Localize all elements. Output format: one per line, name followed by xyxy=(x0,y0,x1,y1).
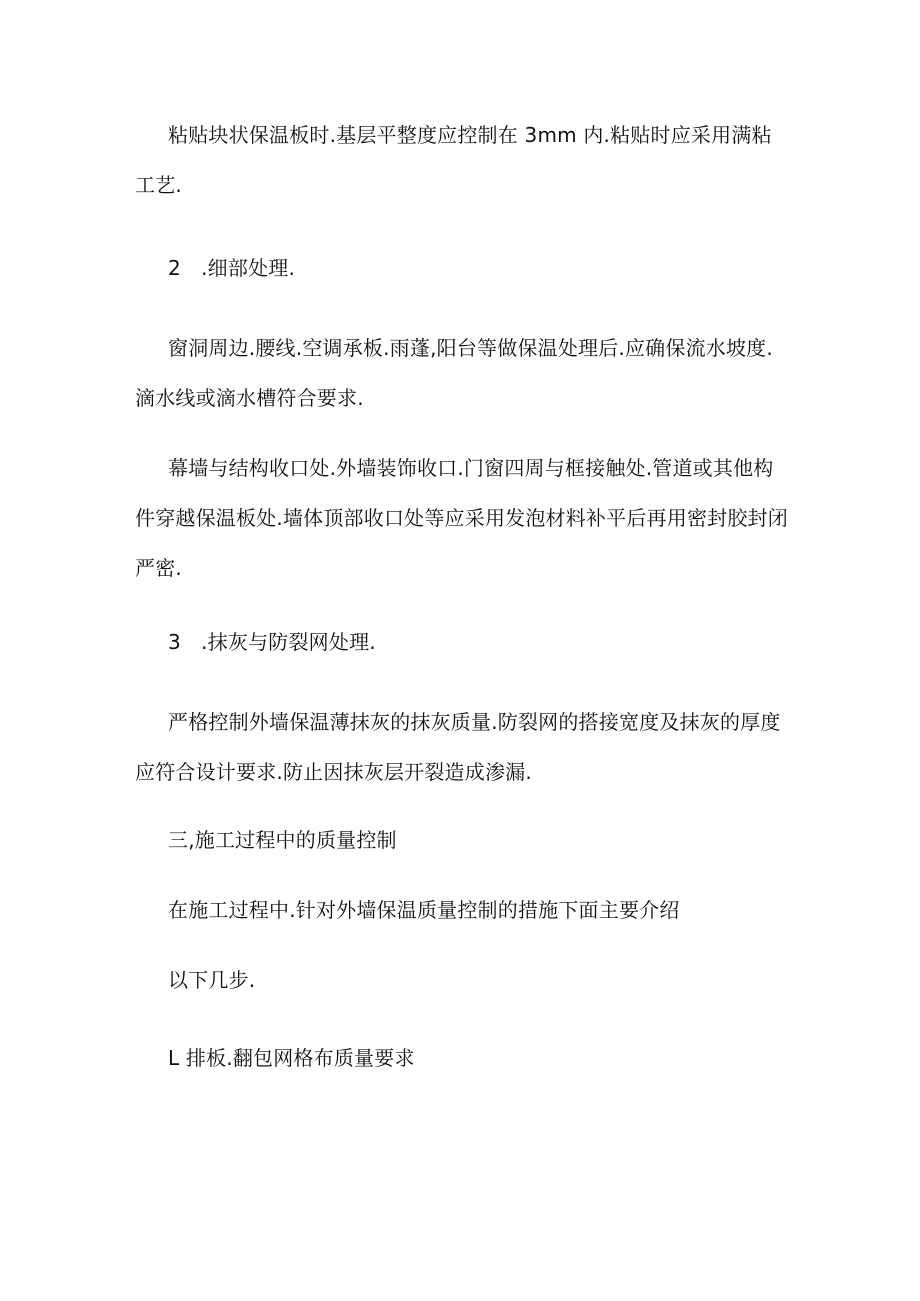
paragraph-window-edges: 窗洞周边.腰线.空调承板.雨蓬,阳台等做保温处理后.应确保流水坡度.滴水线或滴水槽符合要求. xyxy=(135,336,773,410)
paragraph-board-bonding: 粘贴块状保温板时.基层平整度应控制在 3mm 内.粘贴时应采用满粘工艺. xyxy=(135,123,772,197)
paragraph-plaster-quality: 严格控制外墙保温薄抹灰的抹灰质量.防裂网的搭接宽度及抹灰的厚度应符合设计要求.防止因抹灰层开裂造成渗漏. xyxy=(135,710,781,784)
heading-detail-treatment: 2 .细部处理. xyxy=(168,256,296,280)
paragraph-measures-intro: 在施工过程中.针对外墙保温质量控制的措施下面主要介绍 xyxy=(168,898,680,922)
section-heading-quality-control: 三,施工过程中的质量控制 xyxy=(168,828,397,852)
heading-board-layout-mesh: L 排板.翻包网格布质量要求 xyxy=(168,1046,415,1070)
heading-plaster-mesh: 3 .抹灰与防裂网处理. xyxy=(168,630,376,654)
paragraph-following-steps: 以下几步. xyxy=(168,968,256,992)
paragraph-curtain-wall-sealing: 幕墙与结构收口处.外墙装饰收口.门窗四周与框接触处.管道或其他构件穿越保温板处.墙体顶部收口处等应采用发泡材料补平后再用密封胶封闭严密. xyxy=(135,456,788,580)
